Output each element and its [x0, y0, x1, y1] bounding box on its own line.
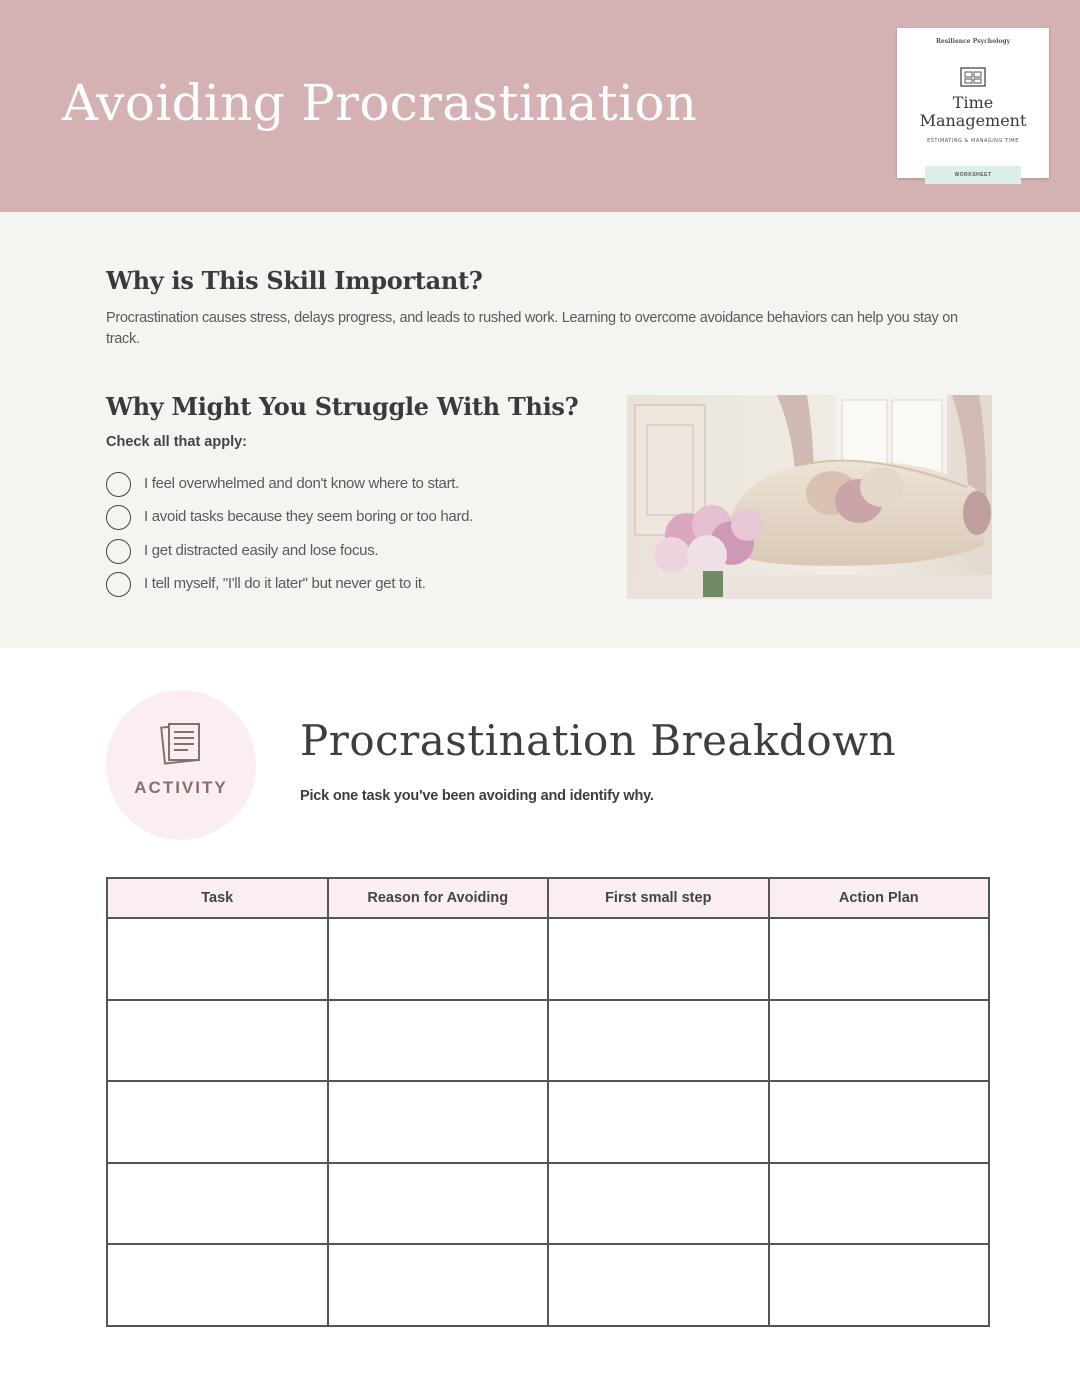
- checkbox-circle[interactable]: [106, 539, 131, 564]
- table-cell[interactable]: [107, 1000, 328, 1082]
- table-cell[interactable]: [548, 1000, 769, 1082]
- badge-pill: WORKSHEET: [925, 166, 1021, 184]
- badge-title: Time Management: [919, 93, 1027, 130]
- table-row: [107, 918, 989, 1000]
- table-cell[interactable]: [328, 1000, 549, 1082]
- documents-icon: [157, 722, 205, 766]
- table-row: [107, 1000, 989, 1082]
- page-title: Avoiding Procrastination: [62, 74, 698, 132]
- checklist-item[interactable]: [106, 572, 586, 598]
- column-header-first-step: First small step: [548, 878, 769, 918]
- table-cell[interactable]: [107, 1244, 328, 1326]
- column-header-task: Task: [107, 878, 328, 918]
- table-row: [107, 1244, 989, 1326]
- table-cell[interactable]: [769, 1081, 990, 1163]
- activity-label: ACTIVITY: [134, 778, 228, 797]
- table-row: [107, 1081, 989, 1163]
- table-cell[interactable]: [548, 918, 769, 1000]
- importance-text: Procrastination causes stress, delays progress, and leads to rushed work. Learning to overcome avoidance behaviors can help you stay on track.: [106, 310, 958, 347]
- check-instruction: Check all that apply:: [106, 434, 248, 450]
- table-cell[interactable]: [107, 1163, 328, 1245]
- checkbox-circle[interactable]: [106, 505, 131, 530]
- breakdown-table: [106, 877, 990, 1327]
- struggle-heading: Why Might You Struggle With This?: [106, 392, 579, 421]
- table-cell[interactable]: [328, 1163, 549, 1245]
- worksheet-cover-thumbnail: [897, 28, 1049, 178]
- checklist-item-text: I get distracted easily and lose focus.: [144, 542, 379, 559]
- column-header-action-plan: Action Plan: [769, 878, 990, 918]
- badge-subtitle: ESTIMATING & MANAGING TIME: [927, 138, 1019, 144]
- sofa-photo: [627, 395, 992, 599]
- table-header-row: [107, 878, 989, 918]
- table-cell[interactable]: [548, 1081, 769, 1163]
- checklist-item[interactable]: [106, 505, 586, 531]
- table-row: [107, 1163, 989, 1245]
- checklist-item-text: I feel overwhelmed and don't know where to start.: [144, 475, 460, 492]
- activity-subtitle: Pick one task you've been avoiding and identify why.: [300, 788, 654, 804]
- table-cell[interactable]: [769, 1000, 990, 1082]
- importance-heading: Why is This Skill Important?: [106, 266, 483, 295]
- table-cell[interactable]: [548, 1244, 769, 1326]
- checkbox-circle[interactable]: [106, 572, 131, 597]
- table-cell[interactable]: [107, 918, 328, 1000]
- badge-brand: Resilience Psychology: [935, 38, 1011, 45]
- table-cell[interactable]: [328, 1081, 549, 1163]
- table-cell[interactable]: [548, 1163, 769, 1245]
- table-cell[interactable]: [769, 918, 990, 1000]
- checklist-item-text: I avoid tasks because they seem boring or too hard.: [144, 508, 474, 525]
- table-cell[interactable]: [328, 1244, 549, 1326]
- column-header-reason: Reason for Avoiding: [328, 878, 549, 918]
- checkbox-circle[interactable]: [106, 472, 131, 497]
- checklist-item[interactable]: [106, 472, 586, 498]
- clipboard-icon: [959, 66, 987, 88]
- table-cell[interactable]: [107, 1081, 328, 1163]
- table-cell[interactable]: [769, 1244, 990, 1326]
- checklist-item-text: I tell myself, "I'll do it later" but never get to it.: [144, 575, 426, 592]
- header-banner: [0, 0, 1080, 212]
- checklist-item[interactable]: [106, 539, 586, 565]
- table-cell[interactable]: [328, 918, 549, 1000]
- activity-badge: [106, 690, 256, 840]
- info-section: [0, 212, 1080, 648]
- table-cell[interactable]: [769, 1163, 990, 1245]
- activity-title: Procrastination Breakdown: [300, 716, 897, 765]
